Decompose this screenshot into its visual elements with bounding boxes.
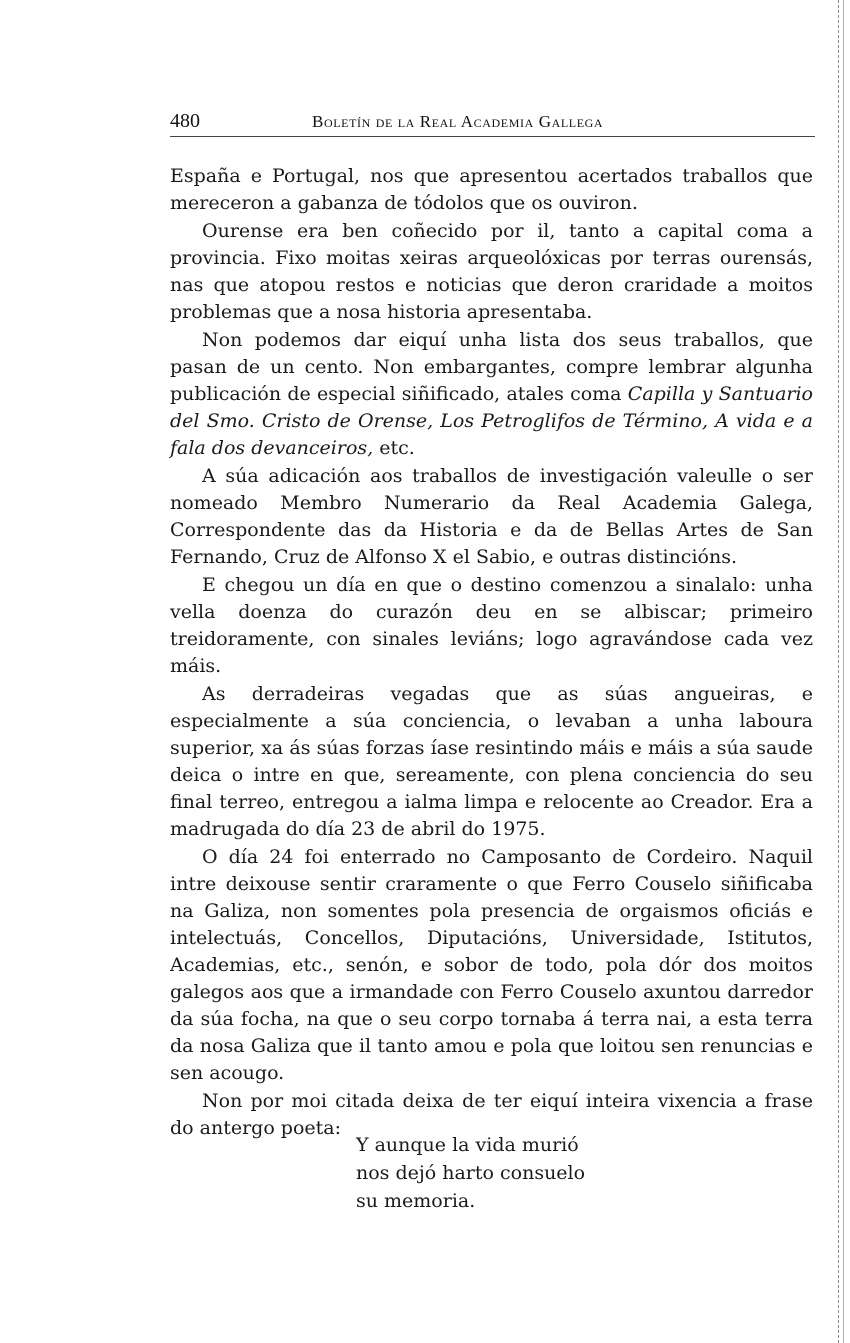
page-number: 480: [170, 110, 200, 132]
paragraph-3-end: etc.: [379, 437, 415, 459]
running-title: Boletín de la Real Academia Gallega: [312, 112, 604, 131]
work-title-a-vida: A vida e a fala dos devanceiros,: [170, 410, 814, 459]
page-edge-binding: [838, 0, 844, 1343]
paragraph-7: O día 24 foi enterrado no Camposanto de Cordeiro. Naquil intre deixouse sentir craramente o que Ferro Couselo siñificaba na Galiza, non somentes pola presencia de orgaismos oficiás e intelectuás, Concellos, Diputacións, Universidade, Istitutos, Academias, etc., senón, e sobor de todo, pola dór dos moitos galegos aos que a irmandade con Ferro Couselo axuntou darredor da súa focha, na que o seu corpo tornaba á terra nai, a esta terra da nosa Galiza que il tanto amou e pola que loitou sen renuncias e sen acougo.: [170, 846, 813, 1084]
work-title-capilla: Capilla y Santuario del Smo. Cristo de Orense,: [170, 383, 813, 432]
verse-line: nos dejó harto consuelo: [356, 1162, 586, 1184]
paragraph-8: Non por moi citada deixa de ter eiquí inteira vixencia a frase do antergo poeta:: [170, 1090, 813, 1139]
paragraph-6: As derradeiras vegadas que as súas angueiras, e especialmente a súa conciencia, o levaban a unha laboura superior, xa ás súas forzas íase resintindo máis e máis a súa saude deica o intre en que, sereamente, con plena conciencia do seu final terreo, entregou a ialma limpa e relocente ao Creador. Era a madrugada do día 23 de abril do 1975.: [170, 683, 813, 840]
verse-line: Y aunque la vida murió: [356, 1134, 579, 1156]
verse-quote: [356, 1131, 585, 1215]
paragraph-3: [170, 327, 813, 462]
paragraph-3-text: Non podemos dar eiquí unha lista dos seus traballos, que pasan de un cento. Non embargantes, compre lembrar algunha publicación de especial siñificado, atales coma: [170, 329, 813, 405]
paragraph-2: Ourense era ben coñecido por il, tanto a capital coma a provincia. Fixo moitas xeiras arqueolóxicas por terras ourensás, nas que atopou restos e noticias que deron craridade a moitos problemas que a nosa historia apresentaba.: [170, 220, 813, 323]
work-title-petroglifos: Los Petroglifos de Término,: [440, 410, 708, 432]
paragraph-1: España e Portugal, nos que apresentou acertados traballos que mereceron a gabanza de tódolos que os ouviron.: [170, 165, 813, 214]
article-body: [170, 163, 813, 1143]
verse-line: su memoria.: [356, 1190, 476, 1212]
paragraph-5: E chegou un día en que o destino comenzou a sinalalo: unha vella doenza do curazón deu en se albiscar; primeiro treidoramente, con sinales leviáns; logo agravándose cada vez máis.: [170, 574, 813, 677]
running-header: [170, 110, 815, 137]
paragraph-4: A súa adicación aos traballos de investigación valeulle o ser nomeado Membro Numerario da Real Academia Galega, Correspondente das da Historia e da de Bellas Artes de San Fernando, Cruz de Alfonso X el Sabio, e outras distincións.: [170, 465, 813, 568]
